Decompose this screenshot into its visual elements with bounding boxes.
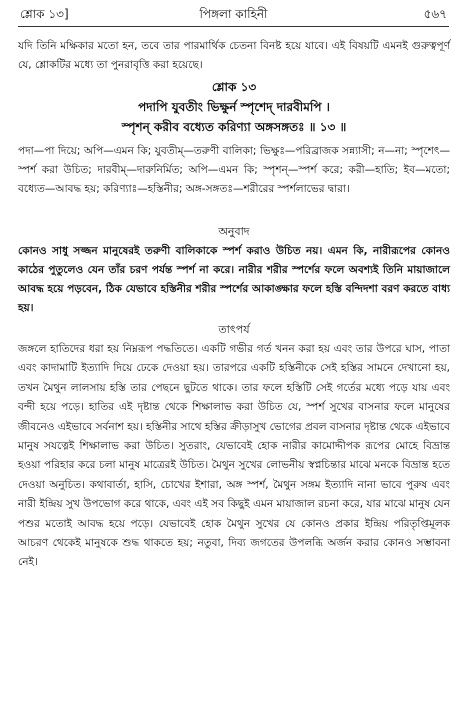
header-verse-ref: শ্লোক ১৩] [20, 7, 69, 21]
header-chapter-title: পিঙ্গলা কাহিনী [199, 7, 268, 21]
verse-heading: শ্লোক ১৩ [211, 80, 257, 94]
page-number: ৫৬৭ [423, 7, 447, 21]
verse-line-1: পদাপি যুবতীং ভিক্ষুর্ন স্পৃশেদ্ দারবীমপি । [138, 100, 330, 114]
translation-heading: অনুবাদ [218, 225, 250, 238]
translation-paragraph: কোনও সাধু সজ্জন মানুষেরই তরুণী বালিকাকে স্পর্শ করাও উচিত নয়। এমন কি, নারীরূপের কোনও কাঠের পুতুলেও যেন তাঁর চরণ পর্যন্ত স্পর্শ না করে। নারীর শরীর স্পর্শের ফলে অবশ্যই তিনি মায়াজালে আবদ্ধ হয়ে পড়বেন, ঠিক যেভাবে হস্তিনীর শরীর স্পর্শের আকাঙ্ক্ষার ফলে হস্তি বন্দিদশা বরণ করতে বাধ্য হয়। [18, 245, 450, 314]
purport-paragraph: জঙ্গলে হাতিদের ধরা হয় নিম্নরূপ পদ্ধতিতে। একটি গভীর গর্ত খনন করা হয় এবং তার উপরে ঘাস, পাতা এবং কাদামাটি ইত্যাদি দিয়ে ঢেকে দেওয়া হয়। তারপরে একটি হস্তিনীকে সেই হস্তির সামনে দেখানো হয়, তখন মৈথুন লালসায় হস্তি তার পেছনে ছুটতে থাকে। তার ফলে হস্তিটি সেই গর্তের মধ্যে পড়ে যায় এবং বন্দী হয়ে পড়ে। হাতির এই দৃষ্টান্ত থেকে শিক্ষালাভ করা উচিত যে, স্পর্শ সুখের বাসনার ফলে মানুষের জীবনেও এইভাবে সর্বনাশ হয়। হস্তিনীর সাথে হস্তির ক্রীড়াসুখ ভোগের প্রবল বাসনার দৃষ্টান্ত থেকে এইভাবে মানুষ সযত্নেই শিক্ষালাভ করা উচিত। সুতরাং, যেভাবেই হোক নারীর কামোদ্দীপক রূপের মোহে বিভ্রান্ত হওয়া পরিহার করে চলা মানুষ মাত্রেরই উচিত। মৈথুন সুখের লোভনীয় স্বপ্নচিন্তার মাঝে মনকে বিভ্রান্ত হতে দেওয়া অনুচিত। কথাবার্তা, হাসি, চোখের ইশারা, অঙ্গ স্পর্শ, মৈথুন সঙ্গম ইত্যাদি নানা ভাবে পুরুষ এবং নারী ইন্দ্রিয় সুখ উপভোগ করে থাকে, এবং এই সব কিছুই এমন মায়াজাল রচনা করে, যার মাঝে মানুষ যেন পশুর মতোই আবদ্ধ হয়ে পড়ে। যেভাবেই হোক মৈথুন সুখের যে কোনও প্রকার ইন্দ্রিয় পরিতৃপ্তিমূলক আচরণ থেকেই মানুষকে শুদ্ধ থাকতে হয়; নতুবা, দিব্য জগতের উপলব্ধি অর্জন করার কোনও সম্ভাবনা নেই। [18, 343, 450, 569]
verse-line-2: স্পৃশন্ করীব বধ্যেত করিণ্যা অঙ্গসঙ্গতঃ ॥ ১৩ ॥ [121, 120, 347, 134]
purport-heading: তাৎপর্য [218, 323, 250, 336]
intro-paragraph: যদি তিনি মক্ষিকার মতো হন, তবে তার পারমার্থিক চেতনা বিনষ্ট হয়ে যাবে। এই বিষয়টি এমনই গুরুত্বপূর্ণ যে, শ্লোকটির মধ্যে তা পুনরাবৃত্তি করা হয়েছে। [18, 40, 450, 71]
running-header [20, 6, 447, 26]
synonyms-paragraph: পদা—পা দিয়ে; অপি—এমন কি; যুবতীম্—তরুণী বালিকা; ভিক্ষুঃ—পরিব্রাজক সন্ন্যাসী; ন—না; স্পৃশেৎ—স্পর্শ করা উচিত; দারবীম্—দারুনির্মিত; অপি—এমন কি; স্পৃশন্—স্পর্শ করে; করী—হাতি; ইব—মতো; বধ্যেত—আবদ্ধ হয়; করিণ্যাঃ—হস্তিনীর; অঙ্গ-সঙ্গতঃ—শরীরের স্পর্শলাভের দ্বারা। [18, 145, 450, 195]
header-rule [18, 26, 449, 27]
